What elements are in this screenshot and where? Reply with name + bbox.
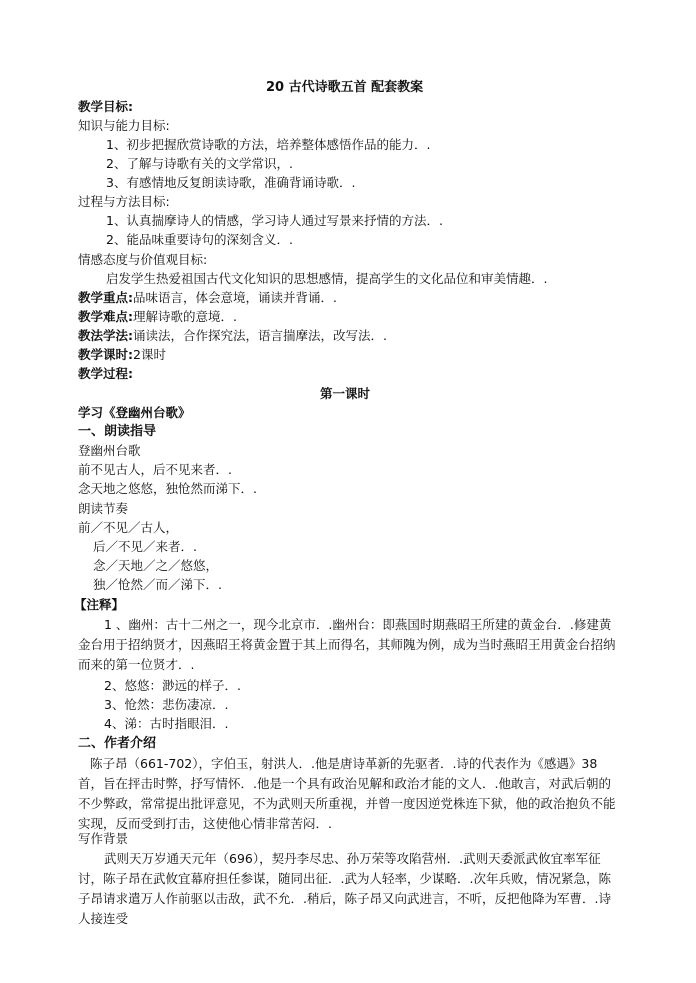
difficulty-label: 教学难点:: [78, 309, 133, 324]
knowledge-item: 1、初步把握欣赏诗歌的方法，培养整体感悟作品的能力．.: [106, 137, 431, 152]
knowledge-item: 2、了解与诗歌有关的文学常识，.: [106, 156, 293, 171]
poem-title: 登幽州台歌: [78, 443, 141, 458]
background-paragraph: 武则天万岁通天元年（696），契丹李尽忠、孙万荣等攻陷营州．.武则天委派武攸宜率军征讨，陈子昂在武攸宜幕府担任参谋，随同出征．.武为人轻率，少谋略．.次年兵败，情况紧急，陈子昂请求遣万人作前驱以击敌，武不允．.稍后，陈子昂又向武进言，不听，反把他降为军曹．.诗人接连受: [78, 851, 611, 926]
study-title: 学习《登幽州台歌》: [78, 405, 191, 420]
key-points-label: 教学重点:: [78, 290, 133, 305]
note-1: 1 、幽州：古十二州之一，现今北京市．.幽州台：即燕国时期燕昭王所建的黄金台．.修建黄金台用于招纳贤才，因燕昭王将黄金置于其上而得名，其师隗为例，成为当时燕昭王用黄金台招纳而来的第一位贤才．.: [78, 617, 616, 672]
method-row: [78, 327, 387, 345]
rhythm-line: 念／天地／之／悠悠，: [93, 558, 219, 573]
author-paragraph: 陈子昂（661-702），字伯玉，射洪人．.他是唐诗革新的先驱者．.诗的代表作为《感遇》38 首，旨在抨击时弊，抒写情怀．.他是一个具有政治见解和政治才能的文人．.他敢言，对武后朝的不少弊政，常常提出批评意见，不为武则天所重视，并曾一度因逆党株连下狱，他的政治抱负不能实现，反而受到打击，这使他心情非常苦闷．.: [78, 756, 616, 831]
poem-line: 前不见古人，后不见来者．.: [78, 462, 232, 477]
method-label: 教法学法:: [78, 328, 133, 343]
emotion-text: 启发学生热爱祖国古代文化知识的思想感情，提高学生的文化品位和审美情趣．.: [106, 271, 548, 286]
process-item: 1、认真揣摩诗人的情感，学习诗人通过写景来抒情的方法．.: [106, 213, 443, 228]
hours-label: 教学课时:: [78, 347, 133, 362]
process-item: 2、能品味重要诗句的深刻含义．.: [106, 232, 293, 247]
knowledge-heading: 知识与能力目标:: [78, 118, 170, 133]
document-title: 20 古代诗歌五首 配套教案: [266, 80, 424, 95]
key-points-row: [78, 289, 337, 307]
note-item: 3、怆然：悲伤凄凉．.: [104, 697, 229, 712]
difficulty-value: 理解诗歌的意境．.: [133, 309, 237, 324]
rhythm-line: 后／不见／来者．.: [93, 539, 197, 554]
hours-row: [78, 346, 166, 364]
poem-line: 念天地之悠悠，独怆然而涕下．.: [78, 481, 257, 496]
note-item: 4、涕：古时指眼泪．.: [104, 716, 229, 731]
rhythm-line: 独／怆然／而／涕下．.: [93, 577, 222, 592]
goals-heading: 教学目标:: [78, 99, 133, 114]
background-heading: 写作背景: [78, 831, 129, 846]
emotion-heading: 情感态度与价值观目标:: [78, 252, 208, 267]
section-reading: 一、朗读指导: [78, 424, 157, 439]
section-author: 二、作者介绍: [78, 736, 157, 751]
method-value: 诵读法，合作探究法，语言揣摩法，改写法．.: [133, 328, 387, 343]
rhythm-heading: 朗读节奏: [78, 501, 129, 516]
lesson-heading: 第一课时: [320, 386, 371, 401]
hours-value: 2课时: [133, 347, 166, 362]
process-heading: 过程与方法目标:: [78, 194, 170, 209]
difficulty-row: [78, 308, 237, 326]
rhythm-line: 前／不见／古人，: [78, 520, 179, 535]
process-label: 教学过程:: [78, 366, 133, 381]
knowledge-item: 3、有感情地反复朗读诗歌，准确背诵诗歌．.: [106, 175, 356, 190]
note-item: 2、悠悠：渺远的样子．.: [104, 678, 241, 693]
key-points-value: 品味语言，体会意境，诵读并背诵．.: [133, 290, 337, 305]
notes-heading: 【注释】: [74, 597, 125, 612]
